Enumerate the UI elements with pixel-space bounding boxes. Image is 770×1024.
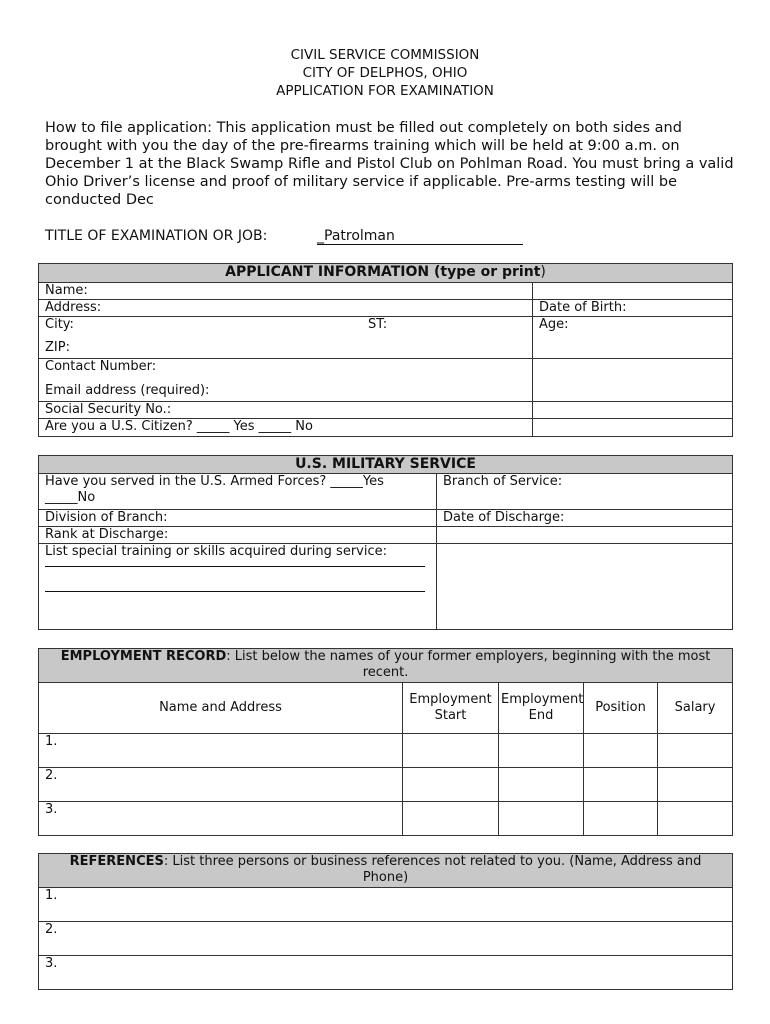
ssn-field[interactable]: Social Security No.: <box>39 402 533 419</box>
employment-start-cell[interactable] <box>403 768 499 802</box>
reference-row[interactable]: 3. <box>39 956 733 990</box>
employment-position-cell[interactable] <box>584 734 658 768</box>
reference-row[interactable]: 2. <box>39 922 733 956</box>
state-label: ST: <box>368 317 388 332</box>
dob-field[interactable]: Date of Birth: <box>533 300 733 317</box>
name-side-cell <box>533 283 733 300</box>
applicant-info-heading: APPLICANT INFORMATION (type or print) <box>39 264 733 283</box>
contact-side-cell <box>533 359 733 402</box>
col-employment-end: Employment End <box>499 683 584 734</box>
document-header <box>0 46 770 100</box>
employment-position-cell[interactable] <box>584 768 658 802</box>
employment-salary-cell[interactable] <box>658 802 733 836</box>
employment-end-cell[interactable] <box>499 802 584 836</box>
employment-position-cell[interactable] <box>584 802 658 836</box>
col-employment-start: Employment Start <box>403 683 499 734</box>
employment-row[interactable]: 3. <box>39 802 403 836</box>
email-label: Email address (required): <box>45 383 210 398</box>
header-line-2: CITY OF DELPHOS, OHIO <box>302 65 468 81</box>
employment-start-cell[interactable] <box>403 734 499 768</box>
served-field[interactable]: Have you served in the U.S. Armed Forces? _____Yes _____No <box>39 474 437 510</box>
employment-row[interactable]: 2. <box>39 768 403 802</box>
exam-title-value[interactable]: _Patrolman <box>317 228 523 245</box>
employment-row[interactable]: 1. <box>39 734 403 768</box>
exam-title-label: TITLE OF EXAMINATION OR JOB: <box>45 228 268 244</box>
header-line-1: CIVIL SERVICE COMMISSION <box>290 47 480 63</box>
ssn-side-cell <box>533 402 733 419</box>
employment-table <box>38 648 733 836</box>
exam-title-row <box>45 228 395 244</box>
training-field[interactable] <box>39 544 437 630</box>
age-field[interactable]: Age: <box>533 317 733 359</box>
branch-field[interactable]: Branch of Service: <box>437 474 733 510</box>
intro-paragraph: How to file application: This application must be filled out completely on both sides and brought with you the day of the pre-firearms training which will be held at 9:00 a.m. on December 1 at the Black Swamp Rifle and Pistol Club on Pohlman Road. You must bring a valid Ohio Driver’s license and proof of military service if applicable. Pre-arms testing will be conducted Dec <box>45 120 734 208</box>
military-heading: U.S. MILITARY SERVICE <box>39 456 733 474</box>
training-line-1[interactable] <box>45 566 425 567</box>
employment-salary-cell[interactable] <box>658 768 733 802</box>
employment-heading: EMPLOYMENT RECORD: List below the names of your former employers, beginning with the most recent. <box>39 649 733 683</box>
city-st-zip-field[interactable] <box>39 317 533 359</box>
contact-email-field[interactable] <box>39 359 533 402</box>
employment-start-cell[interactable] <box>403 802 499 836</box>
name-field[interactable]: Name: <box>39 283 533 300</box>
reference-row[interactable]: 1. <box>39 888 733 922</box>
col-position: Position <box>584 683 658 734</box>
references-table <box>38 853 733 990</box>
employment-end-cell[interactable] <box>499 768 584 802</box>
training-line-2[interactable] <box>45 591 425 592</box>
city-label: City: <box>45 317 74 332</box>
references-heading: REFERENCES: List three persons or business references not related to you. (Name, Address and Phone) <box>39 854 733 888</box>
military-table <box>38 455 733 630</box>
zip-label: ZIP: <box>45 340 70 355</box>
training-side-cell <box>437 544 733 630</box>
discharge-date-field[interactable]: Date of Discharge: <box>437 510 733 527</box>
employment-end-cell[interactable] <box>499 734 584 768</box>
col-name-address: Name and Address <box>39 683 403 734</box>
header-line-3: APPLICATION FOR EXAMINATION <box>276 83 494 99</box>
address-field[interactable]: Address: <box>39 300 533 317</box>
applicant-info-table <box>38 263 733 437</box>
citizen-side-cell <box>533 419 733 437</box>
employment-salary-cell[interactable] <box>658 734 733 768</box>
division-field[interactable]: Division of Branch: <box>39 510 437 527</box>
rank-side-cell <box>437 527 733 544</box>
contact-label: Contact Number: <box>45 359 157 374</box>
col-salary: Salary <box>658 683 733 734</box>
citizen-field[interactable]: Are you a U.S. Citizen? _____ Yes _____ No <box>39 419 533 437</box>
rank-field[interactable]: Rank at Discharge: <box>39 527 437 544</box>
training-label: List special training or skills acquired during service: <box>45 544 387 559</box>
